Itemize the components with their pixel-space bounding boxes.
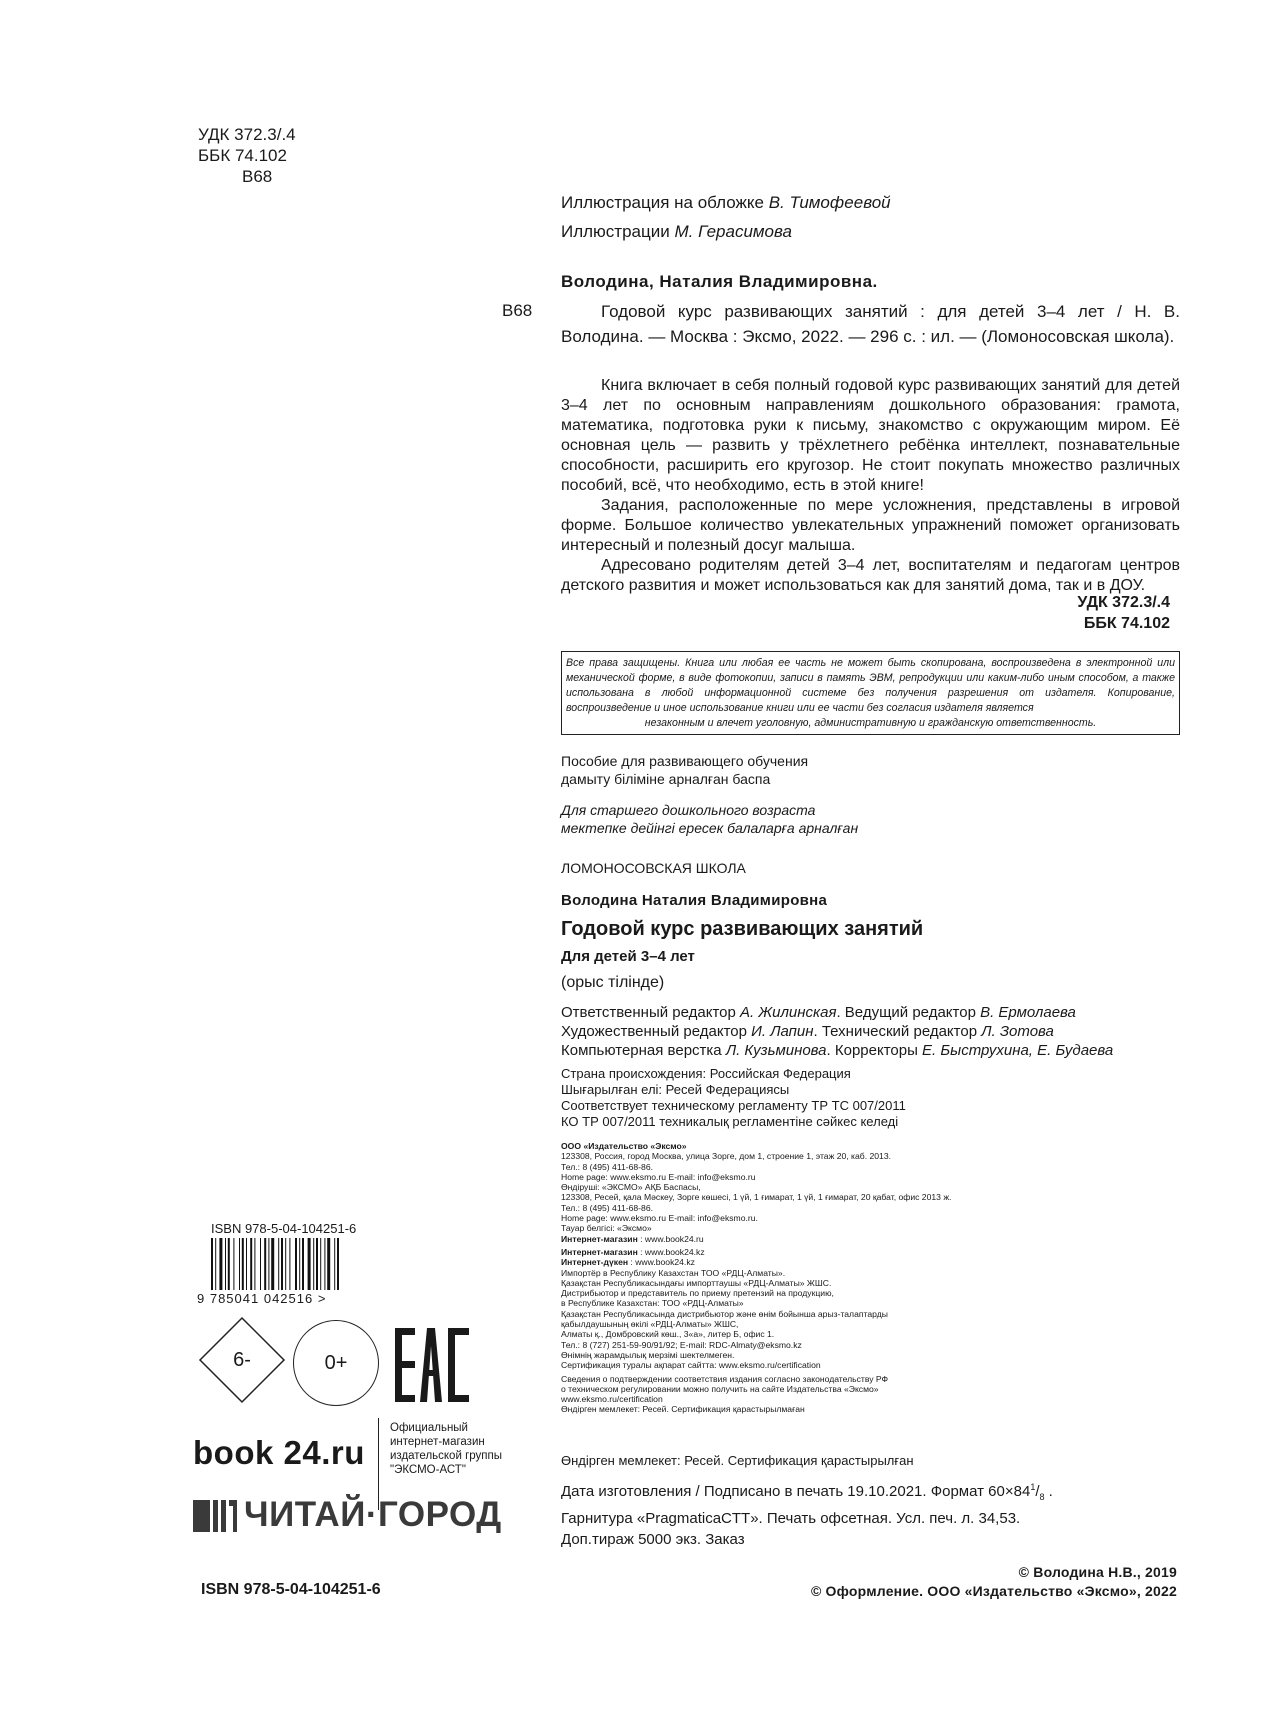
credit-line: Ответственный редактор А. Жилинская. Ведущий редактор В. Ермолаева — [561, 1004, 1076, 1021]
credit-line: Художественный редактор И. Лапин. Технический редактор Л. Зотова — [561, 1023, 1054, 1040]
isbn-barcode — [211, 1238, 379, 1290]
author-code: В68 — [502, 301, 533, 320]
author-name: Володина Наталия Владимировна — [561, 892, 828, 909]
author-sign: В68 — [242, 167, 273, 186]
udk-block-right: УДК 372.3/.4 ББК 74.102 — [1077, 594, 1170, 632]
credits — [561, 1003, 1180, 1060]
barcode-bar — [295, 1238, 297, 1290]
barcode-bar — [215, 1238, 216, 1290]
barcode-bar — [233, 1238, 234, 1290]
barcode-bar — [337, 1238, 339, 1290]
inner-illustration: Иллюстрации М. Герасимова — [561, 222, 792, 241]
language-note: (орыс тілінде) — [561, 974, 665, 991]
barcode-bar — [313, 1238, 314, 1290]
barcode-bar — [211, 1238, 213, 1290]
age-rating-diamond: 6- — [198, 1316, 286, 1404]
book24-description: Официальный интернет-магазин издательской группы "ЭКСМО-АСТ" — [390, 1422, 503, 1476]
barcode-bar — [334, 1238, 335, 1290]
copyright: © Володина Н.В., 2019 © Оформление. ООО «Издательство «Эксмо», 2022 — [810, 1564, 1177, 1599]
abstract-para-3: Адресовано родителям детей 3–4 лет, воспитателям и педагогам центров детского развития и может использоваться как для занятий дома, так и в ДОУ. — [561, 557, 1180, 594]
abstract-para-2: Задания, расположенные по мере усложнения, представлены в игровой форме. Большое количество увлекательных упражнений поможет организовать интересный и полезный досуг малыша. — [561, 497, 1180, 554]
compliance-info: Страна происхождения: Российская Федерация Шығарылған елі: Ресей Федерациясы Соответствует техническому регламенту ТР ТС 007/2011 КО ТР 007/2011 техникалық регламентіне сәйкес келеді — [561, 1066, 906, 1129]
udk-code: УДК 372.3/.4 — [198, 125, 296, 144]
barcode-bar — [268, 1238, 269, 1290]
abstract — [561, 376, 1180, 596]
barcode-bar — [225, 1238, 226, 1290]
book-subtitle: Для детей 3–4 лет — [561, 948, 695, 965]
chitai-gorod-mark-icon — [193, 1500, 238, 1532]
edition-type: Пособие для развивающего обучения дамыту біліміне арналған баспа — [561, 753, 809, 787]
isbn-top: ISBN 978-5-04-104251-6 — [211, 1221, 357, 1236]
bbk-code: ББК 74.102 — [198, 146, 287, 165]
age-group: Для старшего дошкольного возраста мектепке дейінгі ересек балаларға арналған — [561, 802, 859, 836]
barcode-bar — [239, 1238, 240, 1290]
barcode-bar — [299, 1238, 300, 1290]
series-name: ЛОМОНОСОВСКАЯ ШКОЛА — [561, 860, 746, 876]
barcode-bar — [308, 1238, 311, 1290]
barcode-bar — [264, 1238, 266, 1290]
barcode-bar — [260, 1238, 261, 1290]
book24-logo: book 24.ru — [193, 1434, 365, 1471]
print-info: Дата изготовления / Подписано в печать 19.10.2021. Формат $60\times 84^1/_8$ . Гарнитура «PragmaticaCTT». Печать офсетная. Усл. печ. л. 34,53. Доп.тираж 5000 экз. Заказ — [561, 1482, 1053, 1548]
barcode-bar — [271, 1238, 274, 1290]
barcode-bar — [246, 1238, 247, 1290]
book-title: Годовой курс развивающих занятий — [561, 918, 924, 940]
bibliographic-description: Годовой курс развивающих занятий : для детей 3–4 лет / Н. В. Володина. — Москва : Эксмо, 2022. — 296 с. : ил. — (Ломоносовская школа). — [561, 302, 1180, 346]
illustration-credits — [561, 188, 1180, 246]
barcode-bar — [228, 1238, 230, 1290]
barcode-bar — [254, 1238, 255, 1290]
udk-block-left — [198, 124, 296, 187]
barcode-bar — [324, 1238, 325, 1290]
eac-mark-icon — [393, 1326, 471, 1404]
barcode-bar — [278, 1238, 279, 1290]
barcode-bar — [289, 1238, 290, 1290]
barcode-bar — [316, 1238, 318, 1290]
barcode-bar — [242, 1238, 244, 1290]
rights-notice: Все права защищены. Книга или любая ее часть не может быть скопирована, воспроизведена в электронной или механической форме, в виде фотокопии, записи в память ЭВМ, репродукции или каким-либо иным способом, а также использована в любой информационной системе без получения разрешения от издателя. Копирование, воспроизведение и иное использование книги или ее части без согласия издателя является незаконным и влечет уголовную, административную и гражданскую ответственность. — [561, 651, 1180, 735]
barcode-bar — [320, 1238, 321, 1290]
barcode-bar — [219, 1238, 222, 1290]
isbn-bottom: ISBN 978-5-04-104251-6 — [201, 1581, 381, 1598]
author-heading: Володина, Наталия Владимировна. — [561, 272, 878, 291]
age-rating-circle: 0+ — [293, 1320, 379, 1406]
barcode-bar — [250, 1238, 252, 1290]
publisher-info: ООО «Издательство «Эксмо» 123308, Россия, город Москва, улица Зорге, дом 1, строение 1, этаж 20, каб. 2013. Тел.: 8 (495) 411-68-86. Home page: www.eksmo.ru E-mail: info@eksmo.ru Өндіруші: «ЭКСМО» АҚБ Баспасы, 123308, Ресей, қала Мәскеу, Зорге көшесі, 1 үй, 1 ғимарат, 1 үй, 1 ғимарат, 20 қабат, офис 2013 ж. Тел.: 8 (495) 411-68-86. Home page: www.eksmo.ru E-mail: info@eksmo.ru. Тауар белгісі: «Эксмо» Интернет-магазин : www.book24.ru Интернет-магазин : www.book24.kz Интернет-дүкен : www.book24.kz Импортёр в Республику Казахстан ТОО «РДЦ-Алматы». Қазақстан Республикасындағы импорттаушы «РДЦ-Алматы» ЖШС. Дистрибьютор и представитель по приему претензий на продукцию, в Республике Казахстан: ТОО «РДЦ-Алматы» Қазақстан Республикасында дистрибьютор және өнім бойынша арыз-талаптарды қабылдаушының өкілі «РДЦ-Алматы» ЖШС, Алматы қ., Домбровский көш., 3«а», литер Б, офис 1. Тел.: 8 (727) 251-59-90/91/92; E-mail: RDC-Almaty@eksmo.kz Өнімнің жарамдылық мерзімі шектелмеген. Сертификация туралы ақпарат сайтта: www.eksmo.ru/certification Сведения о подтверждении соответствия издания согласно законодательству РФ о техническом регулировании можно получить на сайте Издательства «Эксмо» www.eksmo.ru/certification Өндірген мемлекет: Ресей. Сертификация қарастырылмаған — [561, 1141, 952, 1415]
cover-illustration: Иллюстрация на обложке В. Тимофеевой — [561, 193, 891, 212]
barcode-bar — [327, 1238, 330, 1290]
abstract-para-1: Книга включает в себя полный годовой курс развивающих занятий для детей 3–4 лет по основным направлениям дошкольного образования: грамота, математика, подготовка руки к письму, знакомство с окружающим миром. Её основная цель — развить у трёхлетнего ребёнка интеллект, познавательные способности, расширить его кругозор. Не стоит покупать множество различных пособий, всё, что необходимо, есть в этой книге! — [561, 377, 1180, 494]
produced-country: Өндірген мемлекет: Ресей. Сертификация қарастырылған — [561, 1453, 914, 1468]
barcode-bar — [281, 1238, 283, 1290]
credit-line: Компьютерная верстка Л. Кузьминова. Корректоры Е. Быструхина, Е. Будаева — [561, 1042, 1114, 1059]
barcode-bar — [285, 1238, 286, 1290]
barcode-bar — [302, 1238, 304, 1290]
chitai-gorod-logo: ЧИТАЙ·ГОРОД — [244, 1495, 502, 1534]
barcode-digits: 9 785041 042516 > — [197, 1291, 327, 1306]
